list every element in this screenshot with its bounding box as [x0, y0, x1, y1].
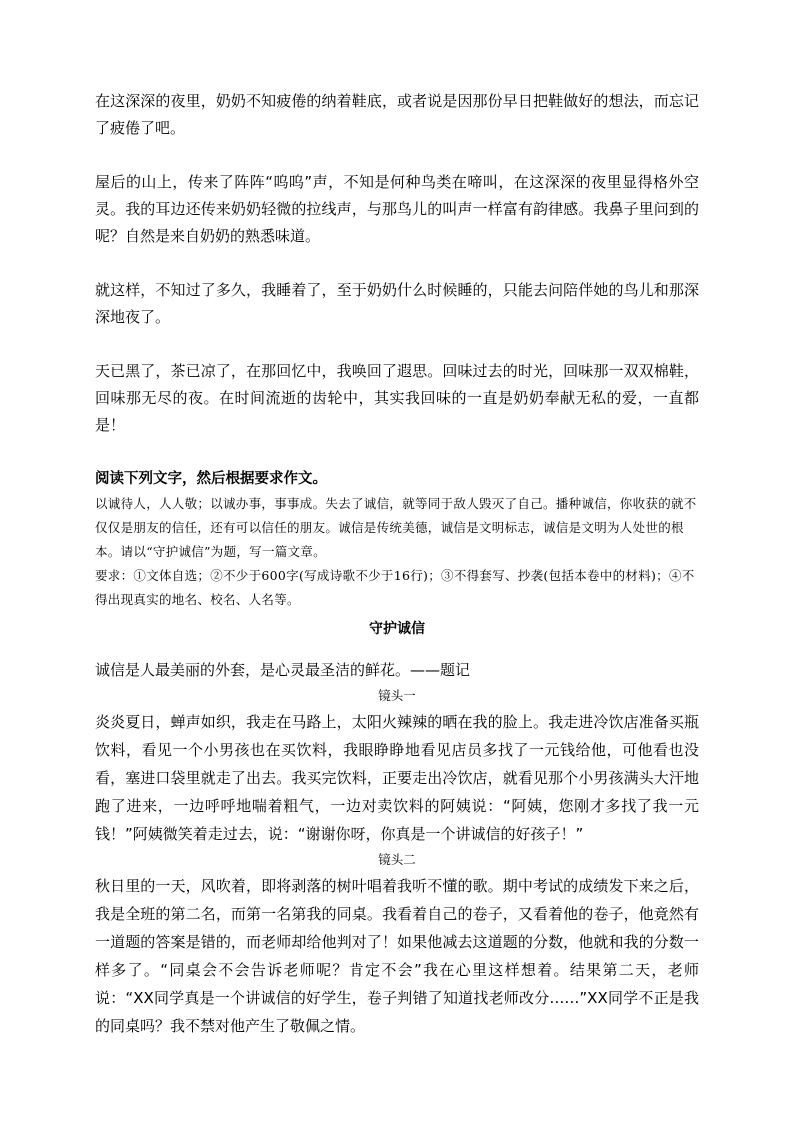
task-requirements: 要求：①文体自选；②不少于600字(写成诗歌不少于16行)；③不得套写、抄袭(包括本卷中的材料)；④不得出现真实的地名、校名、人名等。 — [95, 568, 695, 607]
document-page — [95, 88, 699, 1040]
story-paragraph-1: 在这深深的夜里，奶奶不知疲倦的纳着鞋底，或者说是因那份早日把鞋做好的想法，而忘记了疲倦了吧。 — [95, 92, 699, 137]
shot-two-text: 秋日里的一天，风吹着，即将剥落的树叶唱着我听不懂的歌。期中考试的成绩发下来之后，我是全班的第二名，而第一名第我的同桌。我看着自己的卷子，又看着他的卷子，他竟然有一道题的答案是错的，而老师却给他判对了！如果他减去这道题的分数，他就和我的分数一样多了。“同桌会不会告诉老师呢？肯定不会”我在心里这样想着。结果第二天，老师说：“XX同学真是一个讲诚信的好学生，卷子判错了知道找老师改分……”XX同学不正是我的同桌吗？我不禁对他产生了敬佩之情。 — [95, 877, 699, 1035]
story-paragraph-2: 屋后的山上，传来了阵阵“呜呜”声，不知是何种鸟类在啼叫，在这深深的夜里显得格外空灵。我的耳边还传来奶奶轻微的拉线声，与那鸟儿的叫声一样富有韵律感。我鼻子里问到的呢？自然是来自奶奶的熟悉味道。 — [95, 173, 699, 245]
story-paragraph-4: 天已黑了，茶已凉了，在那回忆中，我唤回了遐思。回味过去的时光，回味那一双双棉鞋，回味那无尽的夜。在时间流逝的齿轮中，其实我回味的一直是奶奶奉献无私的爱，一直都是！ — [95, 362, 699, 434]
shot-one-label: 镜头一 — [378, 688, 416, 703]
shot-one-text: 炎炎夏日，蝉声如织，我走在马路上，太阳火辣辣的晒在我的脸上。我走进冷饮店准备买瓶饮料，看见一个小男孩也在买饮料，我眼睁睁地看见店员多找了一元钱给他，可他看也没看，塞进口袋里就走了出去。我买完饮料，正要走出冷饮店，就看见那个小男孩满头大汗地跑了进来，一边呼呼地喘着粗气，一边对卖饮料的阿姨说：“阿姨，您刚才多找了我一元钱！”阿姨微笑着走过去，说：“谢谢你呀，你真是一个讲诚信的好孩子！” — [95, 713, 699, 843]
essay-title: 守护诚信 — [369, 621, 425, 637]
task-material: 以诚待人，人人敬；以诚办事，事事成。失去了诚信，就等同于敌人毁灭了自己。播种诚信，你收获的就不仅仅是朋友的信任，还有可以信任的朋友。诚信是传统美德，诚信是文明标志，诚信是文明为人处世的根本。请以“守护诚信”为题，写一篇文章。 — [95, 496, 697, 559]
essay-epigraph: 诚信是人最美丽的外套，是心灵最圣洁的鲜花。——题记 — [95, 661, 471, 679]
task-heading: 阅读下列文字，然后根据要求作文。 — [95, 471, 327, 487]
shot-two-label: 镜头二 — [378, 852, 416, 867]
story-paragraph-3: 就这样，不知过了多久，我睡着了，至于奶奶什么时候睡的，只能去问陪伴她的鸟儿和那深深地夜了。 — [95, 281, 699, 326]
